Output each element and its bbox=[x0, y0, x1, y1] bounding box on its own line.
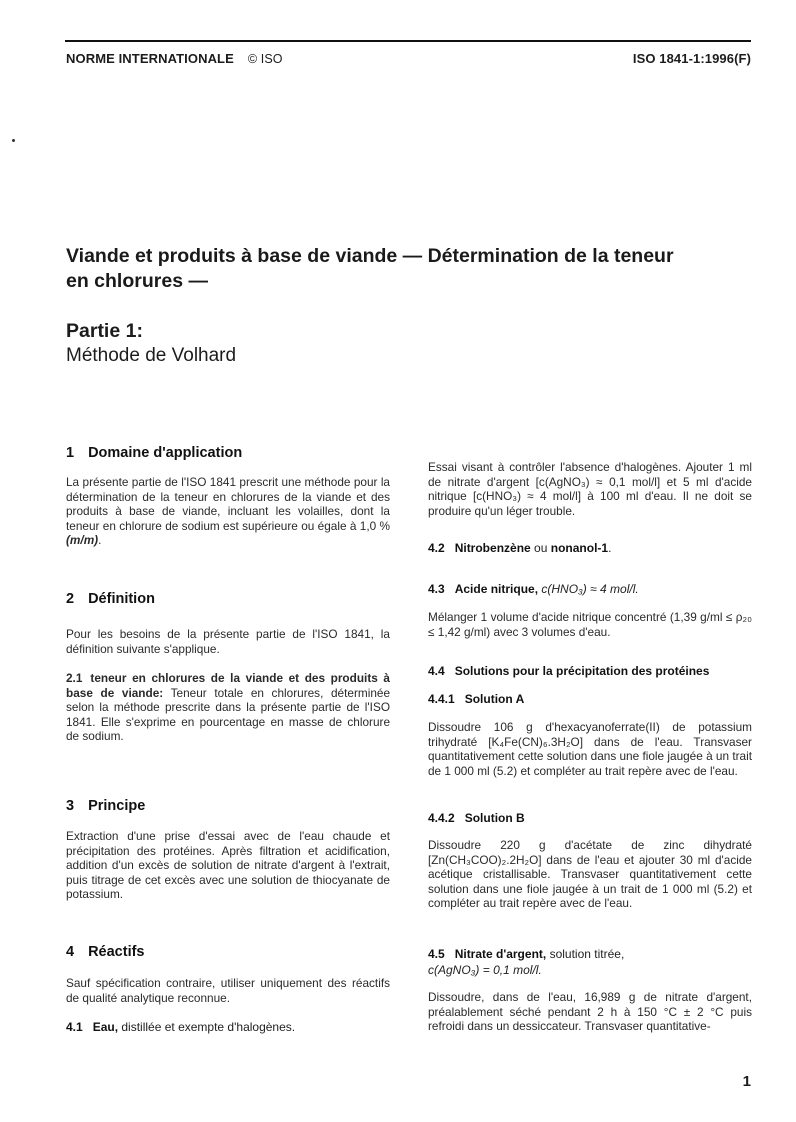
part-label: Partie 1: bbox=[66, 320, 143, 342]
section-4-2: 4.2 Nitrobenzène ou nonanol-1. bbox=[428, 541, 612, 555]
definition-term: teneur en chlorures de la viande et des produits à base de viande: bbox=[66, 671, 390, 700]
section-2-1-definition: 2.1 teneur en chlorures de la viande et des produits à base de viande: Teneur totale en chlorures, déterminée selon la méthode prescrite dans la présente partie de l'ISO 1841. Elle s'exprime en pourcentage en masse de chlorure de sodium. bbox=[66, 671, 390, 744]
section-4-5: 4.5 Nitrate d'argent, solution titrée, bbox=[428, 947, 625, 961]
section-4-4-1-heading: 4.4.1 Solution A bbox=[428, 692, 525, 706]
header-standard-label: NORME INTERNATIONALE bbox=[66, 51, 234, 66]
section-2-text: Pour les besoins de la présente partie de l'ISO 1841, la définition suivante s'applique. bbox=[66, 627, 390, 656]
page-speck bbox=[12, 139, 15, 142]
section-3-text: Extraction d'une prise d'essai avec de l'eau chaude et précipitation des protéines. Après filtration et acidification, addition d'un excès de solution de nitrate d'argent à l'extrait, puis titrage de cet excès avec une solution de thiocyanate de potassium. bbox=[66, 829, 390, 902]
title-line-2: en chlorures — bbox=[66, 270, 208, 292]
page-number: 1 bbox=[742, 1073, 751, 1090]
header-top-rule bbox=[65, 40, 751, 42]
section-1-heading: 1 Domaine d'application bbox=[66, 445, 243, 461]
section-4-3-text: Mélanger 1 volume d'acide nitrique concentré (1,39 g/ml ≤ ρ₂₀ ≤ 1,42 g/ml) avec 3 volumes d'eau. bbox=[428, 610, 752, 639]
header-left bbox=[66, 51, 283, 66]
document-title bbox=[66, 244, 756, 294]
section-2-heading: 2 Définition bbox=[66, 591, 155, 607]
section-3-heading: 3 Principe bbox=[66, 798, 146, 814]
section-4-4-2-heading: 4.4.2 Solution B bbox=[428, 811, 525, 825]
water-test-text: Essai visant à contrôler l'absence d'halogènes. Ajouter 1 ml de nitrate d'argent [c(AgNO₃) ≈ 0,1 mol/l] et 5 ml d'acide nitrique [c(HNO₃) ≈ 4 mol/l] à 100 ml d'eau. Il ne doit se produire qu'un léger trouble. bbox=[428, 460, 752, 518]
section-4-4-heading: 4.4 Solutions pour la précipitation des protéines bbox=[428, 664, 710, 678]
section-4-1-water: 4.1 Eau, distillée et exempte d'halogènes. bbox=[66, 1020, 296, 1034]
section-4-4-2-text: Dissoudre 220 g d'acétate de zinc dihydraté [Zn(CH₃COO)₂.2H₂O] dans de l'eau et ajouter 30 ml d'acide acétique cristallisable. Transvaser quantitativement cette solution dans une fiole jaugée à un trait de 1 000 ml (5.2) et compléter au trait repère avec de l'eau. bbox=[428, 838, 752, 911]
title-line-1: Viande et produits à base de viande — Détermination de la teneur bbox=[66, 245, 674, 267]
part-subtitle: Méthode de Volhard bbox=[66, 345, 237, 366]
section-4-3: 4.3 Acide nitrique, c(HNO₃) ≈ 4 mol/l. bbox=[428, 582, 639, 596]
header-document-id: ISO 1841-1:1996(F) bbox=[632, 51, 751, 66]
section-4-5-text: Dissoudre, dans de l'eau, 16,989 g de nitrate d'argent, préalablement séché pendant 2 h à 150 °C ± 2 °C puis refroidi dans un dessiccateur. Transvaser quantitative- bbox=[428, 990, 752, 1034]
section-1-text: La présente partie de l'ISO 1841 prescrit une méthode pour la détermination de la teneur en chlorures de la viande et des produits à base de viande, incluant les volailles, dont la teneur en chlorure de sodium est supérieure ou égale à 1,0 % (m/m). bbox=[66, 475, 390, 548]
unit-mm: (m/m) bbox=[66, 533, 99, 548]
section-4-text: Sauf spécification contraire, utiliser uniquement des réactifs de qualité analytique reconnue. bbox=[66, 976, 390, 1005]
section-4-heading: 4 Réactifs bbox=[66, 944, 145, 960]
agno3-formula: c(AgNO₃) = 0,1 mol/l. bbox=[428, 963, 542, 977]
hno3-formula: c(HNO₃) ≈ 4 mol/l. bbox=[541, 582, 639, 596]
header-copyright: © ISO bbox=[247, 52, 283, 66]
section-4-4-1-text: Dissoudre 106 g d'hexacyanoferrate(II) de potassium trihydraté [K₄Fe(CN)₆.3H₂O] dans de l'eau. Transvaser quantitativement cette solution dans une fiole jaugée à un trait de 1 000 ml (5.2) et compléter au trait repère avec de l'eau. bbox=[428, 720, 752, 778]
